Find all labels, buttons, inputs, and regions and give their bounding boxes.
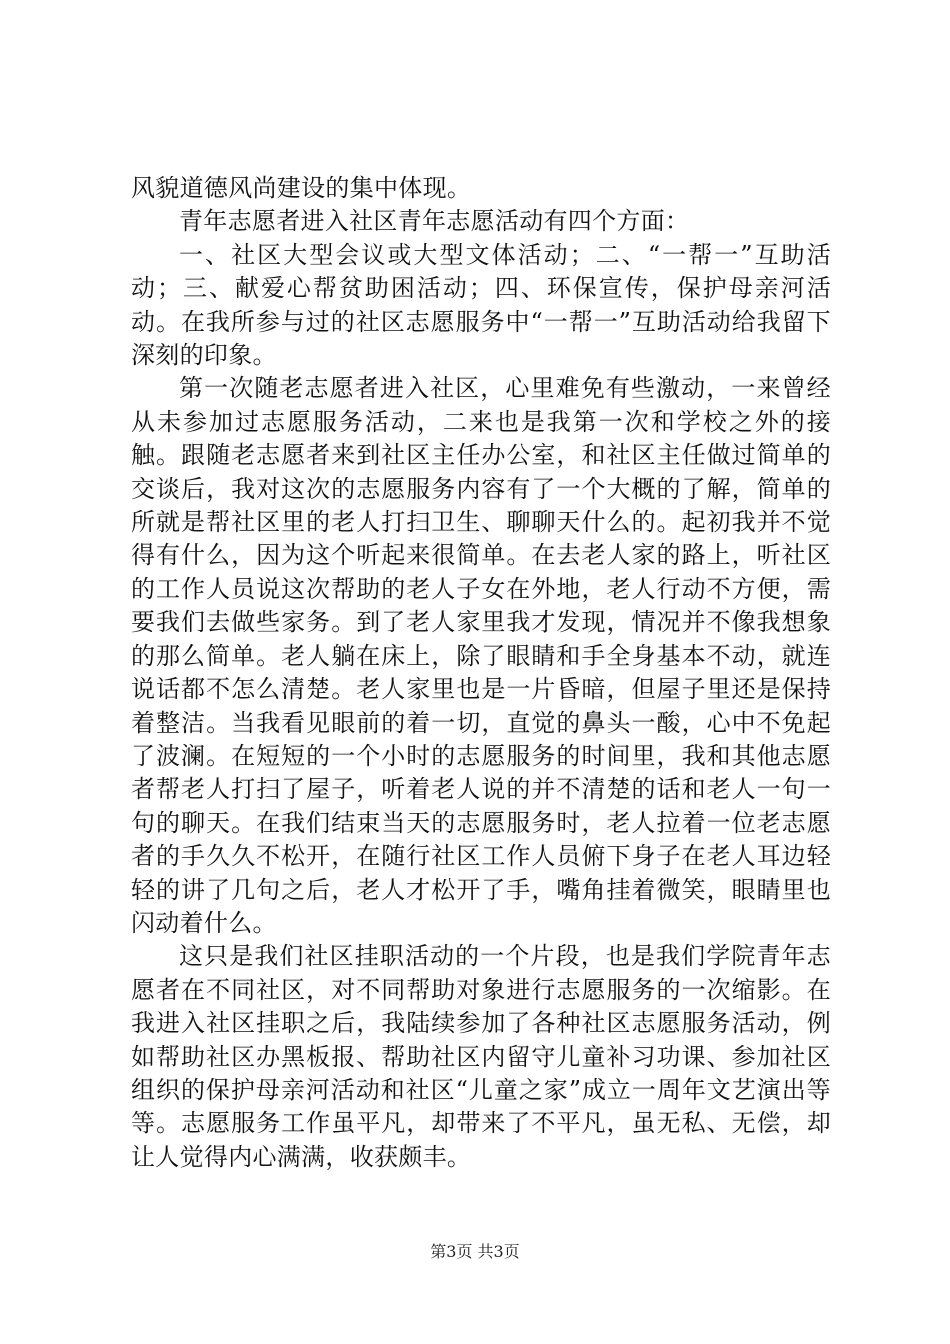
page-number: 第3页 共3页 <box>430 1242 520 1261</box>
paragraph-summary: 这只是我们社区挂职活动的一个片段，也是我们学院青年志愿者在不同社区，对不同帮助对象进行志愿服务的一次缩影。在我进入社区挂职之后，我陆续参加了各种社区志愿服务活动，例如帮助社区办黑板报、帮助社区内留守儿童补习功课、参加社区组织的保护母亲河活动和社区“儿童之家”成立一周年文艺演出等等。志愿服务工作虽平凡，却带来了不平凡，虽无私、无偿，却让人觉得内心满满，收获颇丰。 <box>131 942 831 1171</box>
paragraph-continuation: 风貌道德风尚建设的集中体现。 <box>131 174 472 202</box>
paragraph-first-visit: 第一次随老志愿者进入社区，心里难免有些激动，一来曾经从未参加过志愿服务活动，二来也是我第一次和学校之外的接触。跟随老志愿者来到社区主任办公室，和社区主任做过简单的交谈后，我对这次的志愿服务内容有了一个大概的了解，简单的所就是帮社区里的老人打扫卫生、聊聊天什么的。起初我并不觉得有什么，因为这个听起来很简单。在去老人家的路上，听社区的工作人员说这次帮助的老人子女在外地，老人行动不方便，需要我们去做些家务。到了老人家里我才发现，情况并不像我想象的那么简单。老人躺在床上，除了眼睛和手全身基本不动，就连说话都不怎么清楚。老人家里也是一片昏暗，但屋子里还是保持着整洁。当我看见眼前的着一切，直觉的鼻头一酸，心中不免起了波澜。在短短的一个小时的志愿服务的时间里，我和其他志愿者帮老人打扫了屋子，听着老人说的并不清楚的话和老人一句一句的聊天。在我们结束当天的志愿服务时，老人拉着一位老志愿者的手久久不松开，在随行社区工作人员俯下身子在老人耳边轻轻的讲了几句之后，老人才松开了手，嘴角挂着微笑，眼睛里也闪动着什么。 <box>131 374 831 937</box>
paragraph-activities: 一、社区大型会议或大型文体活动；二、“一帮一”互助活动；三、献爱心帮贫助困活动；四、环保宣传，保护母亲河活动。在我所参与过的社区志愿服务中“一帮一”互助活动给我留下深刻的印象。 <box>131 240 831 370</box>
document-body <box>131 172 831 1174</box>
paragraph-intro: 青年志愿者进入社区青年志愿活动有四个方面： <box>179 207 690 236</box>
